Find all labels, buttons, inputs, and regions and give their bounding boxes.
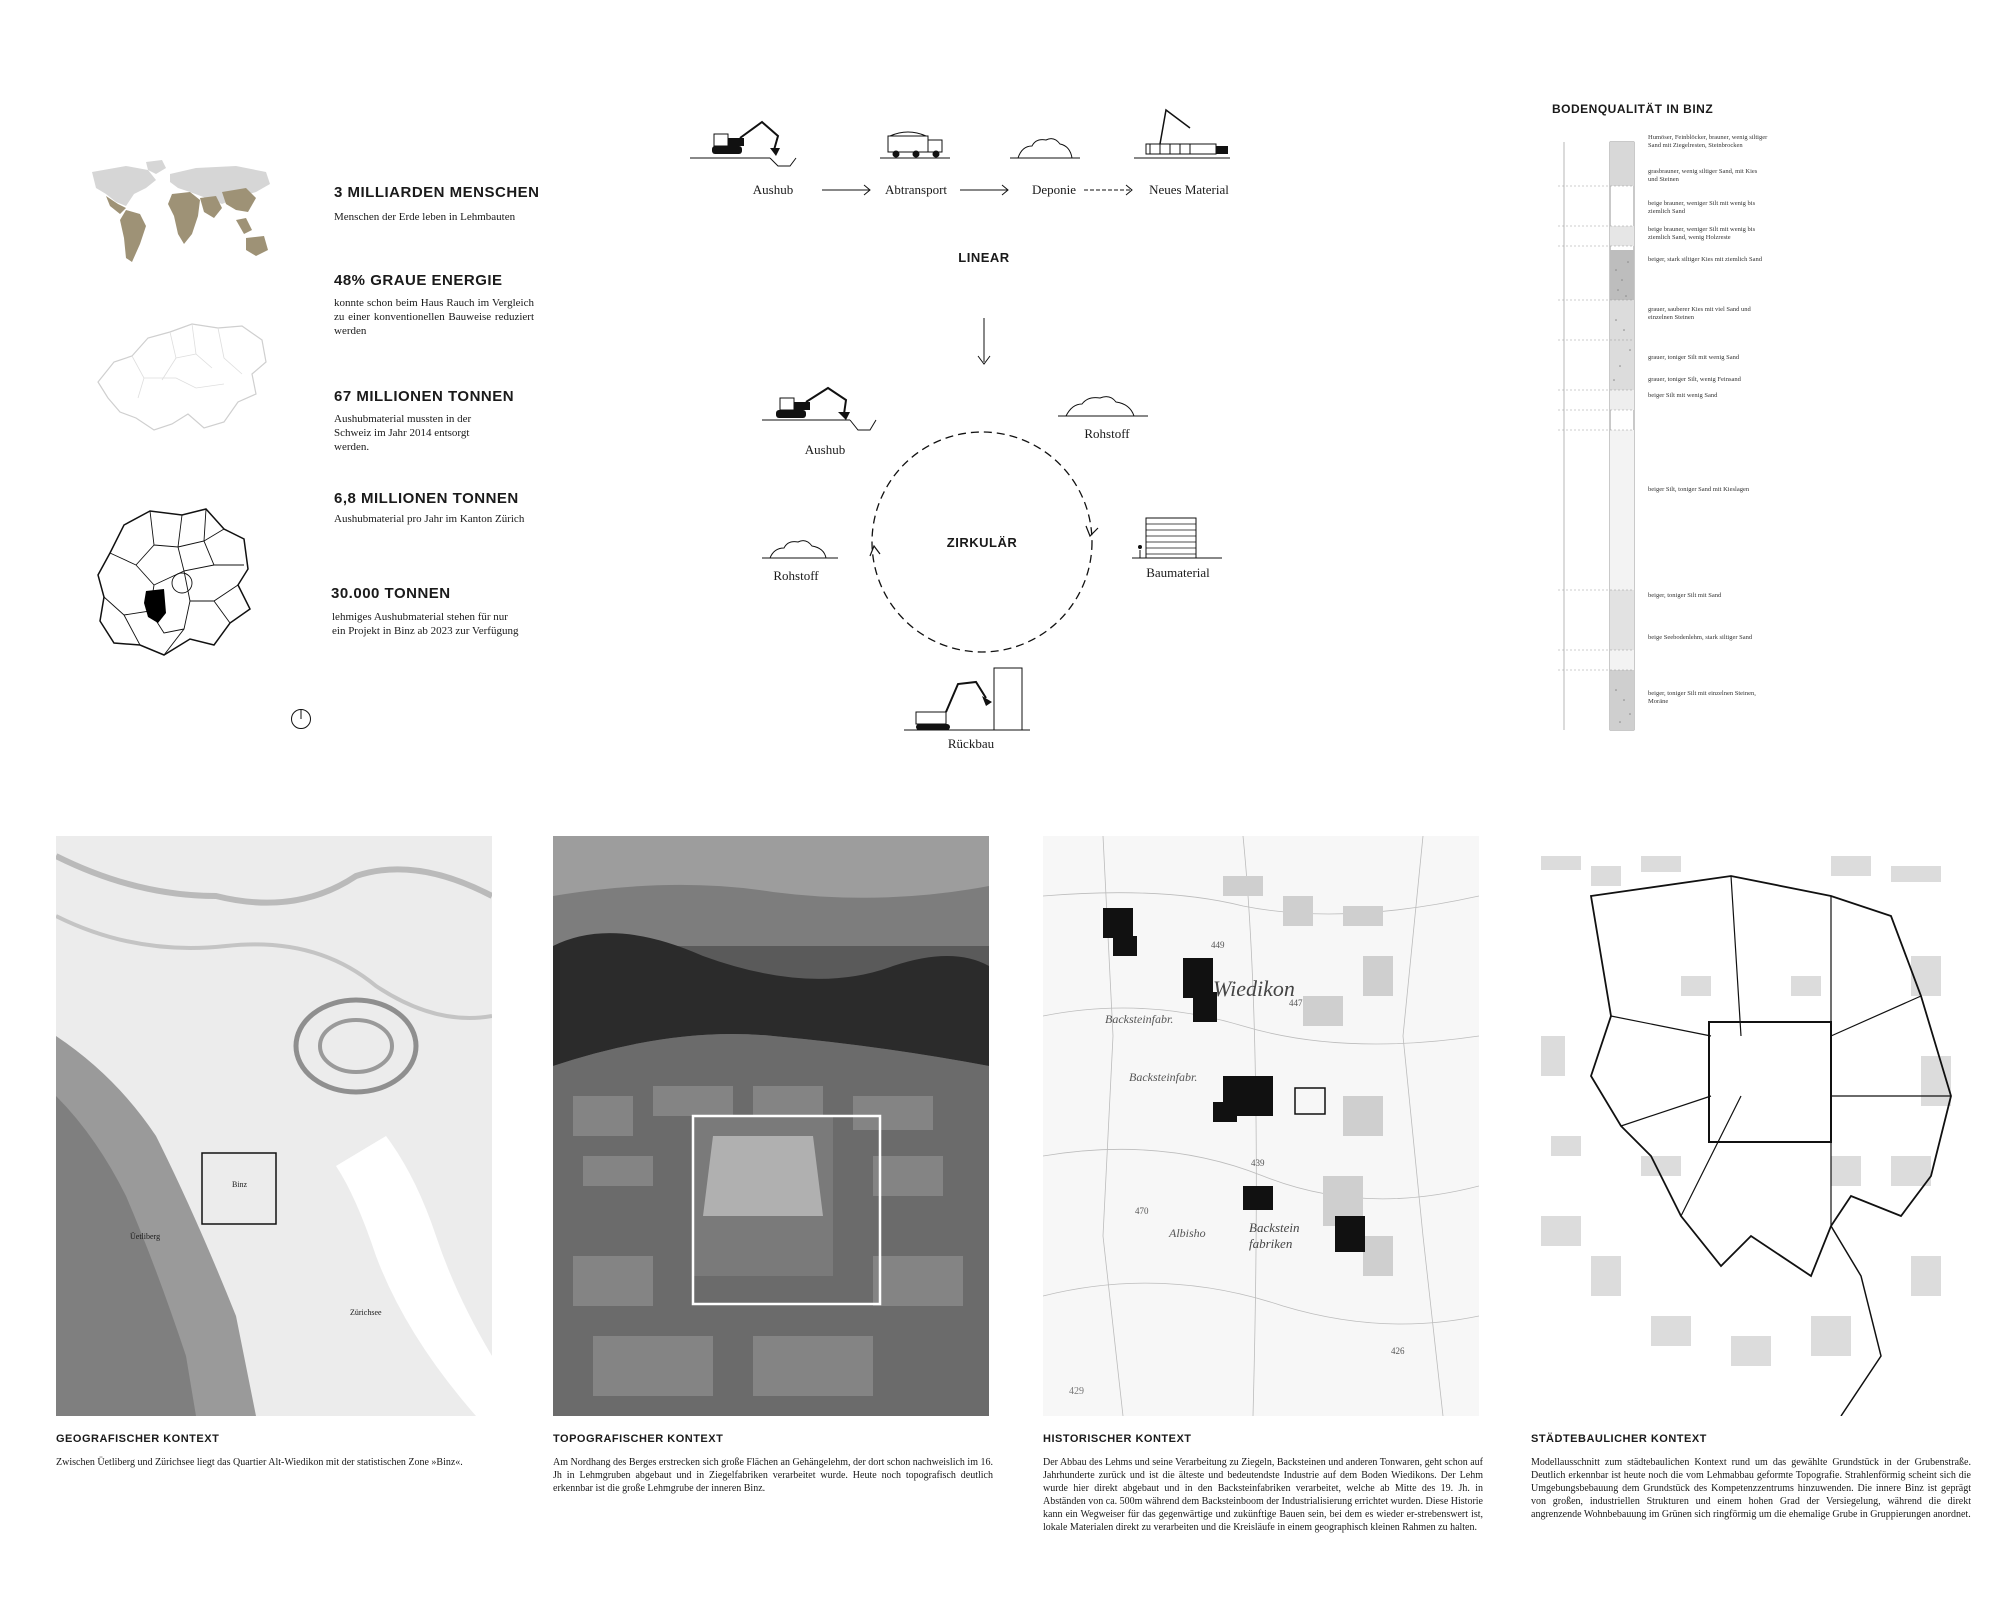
panel-text-historical: Der Abbau des Lehms und seine Verarbeitung zu Ziegeln, Backsteinen und anderen Tonwaren, geht schon auf Jahrhunderte zurück und ist die älteste und bedeutendste Industrie auf dem Boden Wiedikons. Der Lehm wurde hier direkt abgebaut und in den Backsteinfabriken verarbeitet, welche ab Mitte des 19. Jh. in Abständen von ca. 500m während dem Backsteinboom der Industrialisierung errichtet wurden. Diese Historie kann ein Wegweiser für das gegenwärtige und zukünftige Bauen sein, bei dem es wieder er-strebenswert ist, lokale Materialen direkt zu verarbeiten und die Kreisläufe in einem geographisch kleinen Rahmen zu halten. <box>1043 1457 1483 1533</box>
linear-label: LINEAR <box>958 250 1010 265</box>
stat-text-2: konnte schon beim Haus Rauch im Vergleich zu einer konventionellen Bauweise reduziert werden <box>334 297 534 337</box>
stat-title-5: 30.000 TONNEN <box>331 585 451 602</box>
circular-node-aushub: Aushub <box>804 442 846 457</box>
soil-layer-desc-13: beiger, toniger Silt mit einzelnen Steinen, Moräne <box>1648 690 1756 705</box>
panel-title-historical: HISTORISCHER KONTEXT <box>1043 1433 1192 1445</box>
label-backsteinfabr-2: Backsteinfabr. <box>1129 1070 1198 1084</box>
world-map-icon <box>86 158 276 270</box>
historical-context-map <box>1043 836 1479 1416</box>
dump-truck-icon <box>880 132 950 158</box>
linear-step-aushub: Aushub <box>752 182 794 197</box>
landfill-mound-icon <box>1010 139 1080 158</box>
circular-node-rohstoff-right: Rohstoff <box>1084 426 1130 441</box>
soil-layer-desc-11: beiger, toniger Silt mit Sand <box>1648 592 1722 599</box>
panel-title-geographic: GEOGRAFISCHER KONTEXT <box>56 1433 220 1445</box>
soil-layer-desc-7: grauer, toniger Silt mit wenig Sand <box>1648 354 1740 361</box>
soil-layer-desc-4: beige brauner, weniger Silt mit wenig bis ziemlich Sand, wenig Holzreste <box>1648 226 1756 241</box>
soil-layer-desc-12: beige Seebodenlehm, stark siltiger Sand <box>1648 634 1753 641</box>
stat-title-3: 67 MILLIONEN TONNEN <box>334 388 515 405</box>
panel-text-geographic: Zwischen Üetliberg und Zürichsee liegt das Quartier Alt-Wiedikon mit der statistischen Zone »Binz«. <box>56 1457 463 1468</box>
soil-layer-desc-1: Humöser, Feinblöcker, brauner, wenig siltiger Sand mit Ziegelresten, Steinbrocken <box>1648 134 1768 149</box>
label-uetliberg: Üetliberg <box>130 1232 161 1241</box>
stat-text-5: lehmiges Aushubmaterial stehen für nur ein Projekt in Binz ab 2023 zur Verfügung <box>332 611 519 637</box>
label-429: 429 <box>1069 1386 1084 1397</box>
panel-title-urban: STÄDTEBAULICHER KONTEXT <box>1531 1433 1707 1445</box>
zurich-map-icon <box>94 505 254 657</box>
linear-step-neues-material: Neues Material <box>1149 182 1229 197</box>
topographic-context-photo <box>553 836 989 1416</box>
label-wiedikon: Wiedikon <box>1213 976 1295 1001</box>
north-arrow-icon <box>290 708 312 730</box>
linear-step-abtransport: Abtransport <box>884 182 948 197</box>
linear-arrows <box>820 180 1140 200</box>
soil-layer-desc-5: beiger, stark siltiger Kies mit ziemlich Sand <box>1648 256 1763 263</box>
label-449: 449 <box>1211 940 1225 950</box>
stat-text-3: Aushubmaterial mussten in der Schweiz im Jahr 2014 entsorgt werden. <box>334 413 472 453</box>
label-439: 439 <box>1251 1158 1265 1168</box>
switzerland-map-icon <box>92 318 270 436</box>
stat-text-1: Menschen der Erde leben in Lehmbauten <box>334 211 516 223</box>
soil-layer-desc-9: beiger Silt mit wenig Sand <box>1648 392 1718 399</box>
soil-layer-desc-2: grasbrauner, wenig siltiger Sand, mit Kies und Steinen <box>1648 168 1758 183</box>
excavator-icon <box>690 122 796 166</box>
panel-title-topographic: TOPOGRAFISCHER KONTEXT <box>553 1433 724 1445</box>
linear-step-deponie: Deponie <box>1031 182 1077 197</box>
label-470: 470 <box>1135 1206 1149 1216</box>
excavator-icon <box>762 388 876 430</box>
stat-title-4: 6,8 MILLIONEN TONNEN <box>334 490 519 507</box>
label-zuerichsee: Zürichsee <box>350 1308 382 1317</box>
linear-flow-diagram <box>690 100 1270 170</box>
soil-profile-chart <box>1550 130 1670 735</box>
soil-layer-desc-8: grauer, toniger Silt, wenig Feinsand <box>1648 376 1741 383</box>
raw-material-mound-icon <box>762 541 838 558</box>
raw-material-mound-icon <box>1058 397 1148 416</box>
stat-text-4: Aushubmaterial pro Jahr im Kanton Zürich <box>334 513 525 525</box>
panel-text-topographic: Am Nordhang des Berges erstrecken sich große Flächen an Gehängelehm, der dort schon nachweislich im 16. Jh in Lehmgruben abgebaut und in Ziegelfabriken verarbeitet wurde. Heute noch topografisch deutlich erkennbar ist die große Lehmgrube der inneren Binz. <box>553 1457 993 1494</box>
soil-layer-desc-6: grauer, sauberer Kies mit viel Sand und einzelnen Steinen <box>1648 306 1751 321</box>
down-arrow-icon <box>974 318 994 368</box>
demolition-excavator-icon <box>904 668 1030 730</box>
label-backstein-fabriken: Backstein fabriken <box>1249 1220 1300 1251</box>
urban-context-map <box>1531 836 1967 1416</box>
stat-title-2: 48% GRAUE ENERGIE <box>334 272 503 289</box>
geographic-context-map <box>56 836 492 1416</box>
label-426: 426 <box>1391 1346 1405 1356</box>
circular-label: ZIRKULÄR <box>946 535 1018 550</box>
label-binz: Binz <box>232 1180 248 1189</box>
panel-text-urban: Modellausschnitt zum städtebaulichen Kontext rund um das gewählte Grundstück in der Grubenstraße. Deutlich erkennbar ist heute noch die vom Lehmabbau geformte Topografie. Strahlenförmig scheint sich die Umgebungsbebauung dem Grundstück des Kompetenzzentrums hinzuwenden. Die innere Binz ist geprägt von großen, industriellen Strukturen und einem hohen Grad der Versiegelung, während die direkt angrenzende Wohnbebauung im Grünen sich ringförmig um die ehemalige Grube in Gruppierungen anordnet. <box>1531 1457 1971 1520</box>
label-447: 447 <box>1289 998 1303 1008</box>
soil-layer-desc-10: beiger Silt, toniger Sand mit Kieslagen <box>1648 486 1750 493</box>
circular-node-baumaterial: Baumaterial <box>1146 565 1210 580</box>
soil-layer-desc-3: beige brauner, weniger Silt mit wenig bis ziemlich Sand <box>1648 200 1756 215</box>
building-material-icon <box>1132 518 1222 558</box>
label-albisho: Albisho <box>1169 1226 1206 1240</box>
new-material-icon <box>1134 110 1230 158</box>
soil-title: BODENQUALITÄT IN BINZ <box>1552 102 1714 116</box>
label-backsteinfabr-1: Backsteinfabr. <box>1105 1012 1174 1026</box>
stat-title-1: 3 MILLIARDEN MENSCHEN <box>334 184 540 201</box>
circular-node-rohstoff-left: Rohstoff <box>773 568 819 583</box>
circular-node-rueckbau: Rückbau <box>947 736 995 751</box>
